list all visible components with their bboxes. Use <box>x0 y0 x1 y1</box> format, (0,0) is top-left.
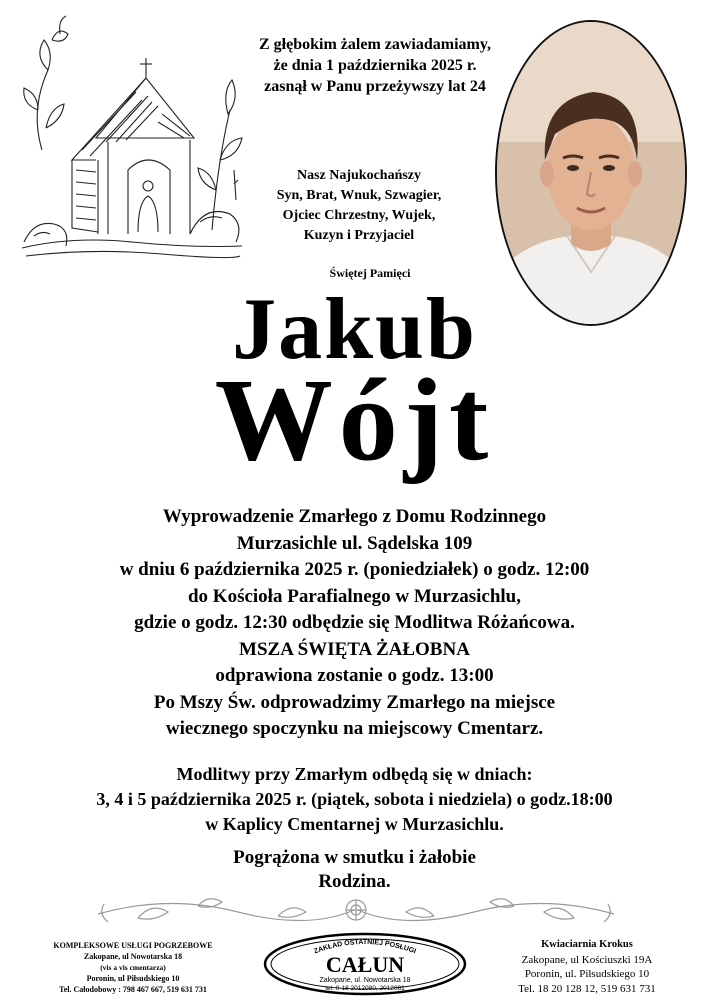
mourning-signature <box>0 846 709 894</box>
funeral-line: MSZA ŚWIĘTA ŻAŁOBNA <box>239 638 470 660</box>
intro-line: że dnia 1 października 2025 r. <box>273 57 477 74</box>
florist-address: Zakopane, ul Kościuszki 19A <box>521 953 653 966</box>
prayer-line: 3, 4 i 5 października 2025 r. (piątek, sobota i niedziela) o godz.18:00 <box>96 789 613 809</box>
calun-logo <box>262 932 468 996</box>
funeral-services-address: Zakopane, ul Nowotarska 18 <box>83 952 183 961</box>
funeral-line: Wyprowadzenie Zmarłego z Domu Rodzinnego <box>162 506 547 527</box>
florist-info <box>478 938 696 996</box>
prayer-line: Modlitwy przy Zmarłym odbędą się w dniach: <box>176 764 533 784</box>
memory-label: Świętej Pamięci <box>329 266 411 280</box>
funeral-services-address: Poronin, ul Piłsudskiego 10 <box>86 974 180 983</box>
funeral-line: gdzie o godz. 12:30 odbędzie się Modlitwa Różańcowa. <box>134 612 575 633</box>
funeral-line: do Kościoła Parafialnego w Murzasichlu, <box>187 585 521 607</box>
calun-phone: tel. 0-18 2012080, 2012081 <box>325 985 405 992</box>
funeral-line: wiecznego spoczynku na miejscowy Cmentarz. <box>165 718 544 739</box>
funeral-line: Murzasichle ul. Sądelska 109 <box>236 532 473 554</box>
prayer-schedule <box>0 762 709 837</box>
funeral-line: w dniu 6 października 2025 r. (poniedziałek) o godz. 12:00 <box>119 559 590 580</box>
intro-line: zasnął w Panu przeżywszy lat 24 <box>264 78 486 95</box>
funeral-services-title: KOMPLEKSOWE USŁUGI POGRZEBOWE <box>53 941 213 950</box>
funeral-line: odprawiona zostanie o godz. 13:00 <box>215 665 494 686</box>
relations-line: Nasz Najukochańszy <box>296 168 422 183</box>
funeral-line: Po Mszy Św. odprowadzimy Zmarłego na miejsce <box>153 691 556 713</box>
relations-list <box>248 166 470 246</box>
portrait-image <box>497 22 685 324</box>
floral-ornament-icon <box>78 888 634 932</box>
prayer-line: w Kaplicy Cmentarnej w Murzasichlu. <box>205 814 504 834</box>
death-announcement <box>232 34 518 97</box>
calun-name: CAŁUN <box>325 952 405 977</box>
mourning-line: Rodzina. <box>318 871 391 892</box>
deceased-first-name: Jakub <box>232 281 477 378</box>
relations-line: Kuzyn i Przyjaciel <box>303 228 415 243</box>
funeral-services-phone: Tel. Całodobowy : 798 467 667, 519 631 731 <box>59 985 207 994</box>
calun-address: Zakopane, ul. Nowotarska 18 <box>319 977 411 984</box>
florist-phone: Tel. 18 20 128 12, 519 631 731 <box>518 982 656 995</box>
portrait-photo <box>495 20 687 326</box>
calun-arc-text: ZAKŁAD OSTATNIEJ POSŁUGI <box>313 938 417 956</box>
intro-line: Z głębokim żalem zawiadamiamy, <box>259 36 491 53</box>
florist-name: Kwiaciarnia Krokus <box>541 939 633 950</box>
deceased-last-name: Wójt <box>214 354 495 485</box>
relations-line: Syn, Brat, Wnuk, Szwagier, <box>276 188 442 203</box>
funeral-services-info <box>20 940 246 995</box>
funeral-details <box>0 504 709 743</box>
funeral-services-note: (vis a vis cmentarza) <box>100 963 166 972</box>
mourning-line: Pogrążona w smutku i żałobie <box>233 847 476 868</box>
chapel-sketch-icon <box>12 10 248 270</box>
relations-line: Ojciec Chrzestny, Wujek, <box>282 208 436 223</box>
florist-address: Poronin, ul. Piłsudskiego 10 <box>524 968 650 980</box>
